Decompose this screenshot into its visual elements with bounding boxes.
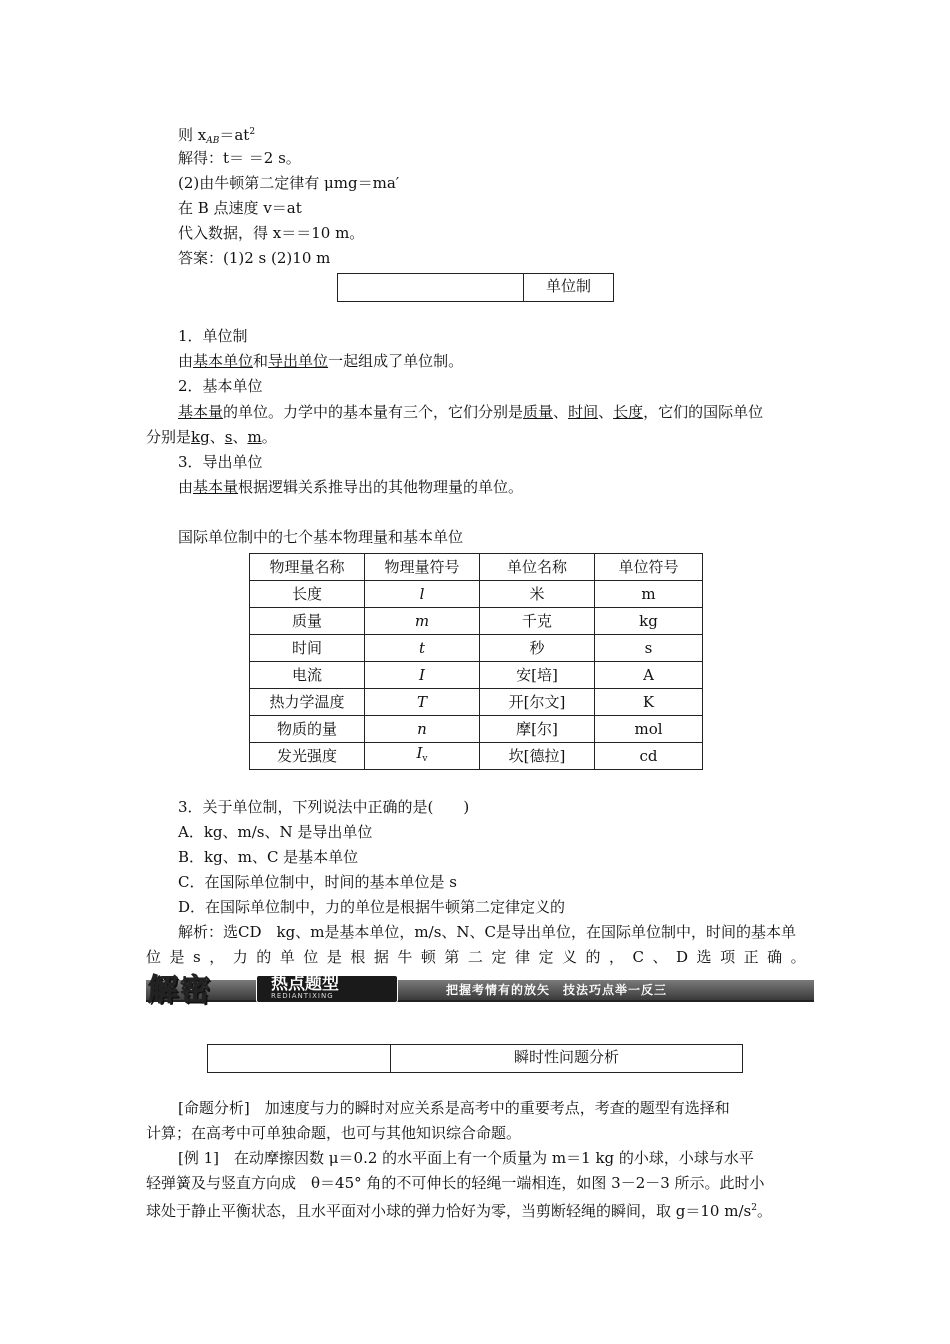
table-cell: 米 (480, 581, 595, 608)
table-row (250, 581, 703, 608)
table-cell: s (595, 635, 703, 662)
table-row (250, 689, 703, 716)
table-cell: 开[尔文] (480, 689, 595, 716)
table-caption: 国际单位制中的七个基本物理量和基本单位 (178, 528, 464, 546)
banner-tag-title: 热点题型 (271, 974, 339, 994)
banner-tag-pinyin: REDIANTIXING (271, 992, 334, 1000)
example-line-4: 轻弹簧及与竖直方向成 θ＝45° 角的不可伸长的轻绳一端相连，如图 3－2－3 所示。此时小 (146, 1174, 765, 1192)
table-cell: 摩[尔] (480, 716, 595, 743)
table-cell: mol (595, 716, 703, 743)
table-cell: m (595, 581, 703, 608)
table-cell: K (595, 689, 703, 716)
point-2-text: 基本量的单位。力学中的基本量有三个，它们分别是质量、时间、长度，它们的国际单位 (178, 403, 764, 421)
option-c: C．在国际单位制中，时间的基本单位是 s (178, 873, 457, 891)
table-cell: 热力学温度 (250, 689, 365, 716)
solution-line-4: 在 B 点速度 v＝at (178, 199, 302, 217)
banner-slogan: 把握考情有的放矢 技法巧点举一反三 (446, 983, 668, 997)
point-3-text: 由基本量根据逻辑关系推导出的其他物理量的单位。 (178, 478, 524, 496)
table-cell: 千克 (480, 608, 595, 635)
analysis-line-1: 解析：选CD kg、m是基本单位，m/s、N、C是导出单位，在国际单位制中，时间的基本单 (178, 923, 796, 941)
table-header: 物理量名称 (250, 554, 365, 581)
table-row (250, 608, 703, 635)
table-cell: 时间 (250, 635, 365, 662)
table-cell: 电流 (250, 662, 365, 689)
hot-topics-banner (146, 974, 814, 1008)
table-cell: 发光强度 (250, 743, 365, 770)
si-units-table (249, 553, 703, 770)
table-row (250, 743, 703, 770)
example-line-2: 计算；在高考中可单独命题，也可与其他知识综合命题。 (146, 1124, 522, 1142)
option-d: D．在国际单位制中，力的单位是根据牛顿第二定律定义的 (178, 898, 566, 916)
table-cell: 坎[德拉] (480, 743, 595, 770)
solution-line-2: 解得：t＝ ＝2 s。 (178, 149, 301, 167)
table-header-row (250, 554, 703, 581)
banner-big-title: 解密 (148, 973, 212, 1008)
table-cell: 秒 (480, 635, 595, 662)
section-heading-units (337, 273, 614, 302)
table-cell: 长度 (250, 581, 365, 608)
table-cell: n (365, 716, 480, 743)
answer-line: 答案：(1)2 s (2)10 m (178, 249, 331, 267)
table-header: 物理量符号 (365, 554, 480, 581)
solution-line-5: 代入数据，得 x＝＝10 m。 (178, 224, 365, 242)
table-header: 单位名称 (480, 554, 595, 581)
banner-tag (256, 975, 398, 1003)
point-1-heading: 1．单位制 (178, 327, 248, 345)
question-stem: 3．关于单位制，下列说法中正确的是( ) (178, 798, 470, 816)
table-cell: T (365, 689, 480, 716)
table-row (250, 662, 703, 689)
section-heading-blank (208, 1045, 391, 1072)
option-a: A．kg、m/s、N 是导出单位 (178, 823, 373, 841)
analysis-line-2: 位 是 s ， 力 的 单 位 是 根 据 牛 顿 第 二 定 律 定 义 的 ， C 、 D 选 项 正 确 。 (146, 948, 806, 966)
table-cell: I (365, 662, 480, 689)
section-heading-title: 单位制 (545, 277, 591, 295)
table-cell: m (365, 608, 480, 635)
table-cell: 安[培] (480, 662, 595, 689)
point-2-text-cont: 分别是kg、s、m。 (146, 428, 277, 446)
table-cell: A (595, 662, 703, 689)
example-line-5: 球处于静止平衡状态，且水平面对小球的弹力恰好为零，当剪断轻绳的瞬间，取 g＝10 $m/s^2$。 (146, 1202, 772, 1220)
table-cell: kg (595, 608, 703, 635)
table-cell: 物质的量 (250, 716, 365, 743)
section-heading-instantaneous (207, 1044, 743, 1073)
solution-line-3: (2)由牛顿第二定律有 μmg＝ma′ (178, 174, 400, 192)
section-heading-title: 瞬时性问题分析 (513, 1048, 619, 1066)
point-2-heading: 2．基本单位 (178, 377, 263, 395)
solution-line-1: 则 $x_{AB}=at^2$ (178, 126, 256, 146)
table-cell: $I_v$ (365, 743, 480, 770)
example-line-1: [命题分析] 加速度与力的瞬时对应关系是高考中的重要考点，考查的题型有选择和 (178, 1099, 730, 1117)
table-cell: t (365, 635, 480, 662)
table-header: 单位符号 (595, 554, 703, 581)
table-row (250, 716, 703, 743)
table-row (250, 635, 703, 662)
table-cell: l (365, 581, 480, 608)
point-1-text: 由基本单位和导出单位一起组成了单位制。 (178, 352, 464, 370)
example-line-3: [例 1] 在动摩擦因数 μ＝0.2 的水平面上有一个质量为 m＝1 kg 的小球，小球与水平 (178, 1149, 754, 1167)
option-b: B．kg、m、C 是基本单位 (178, 848, 359, 866)
table-cell: cd (595, 743, 703, 770)
point-3-heading: 3．导出单位 (178, 453, 263, 471)
section-heading-blank (338, 274, 524, 301)
table-cell: 质量 (250, 608, 365, 635)
